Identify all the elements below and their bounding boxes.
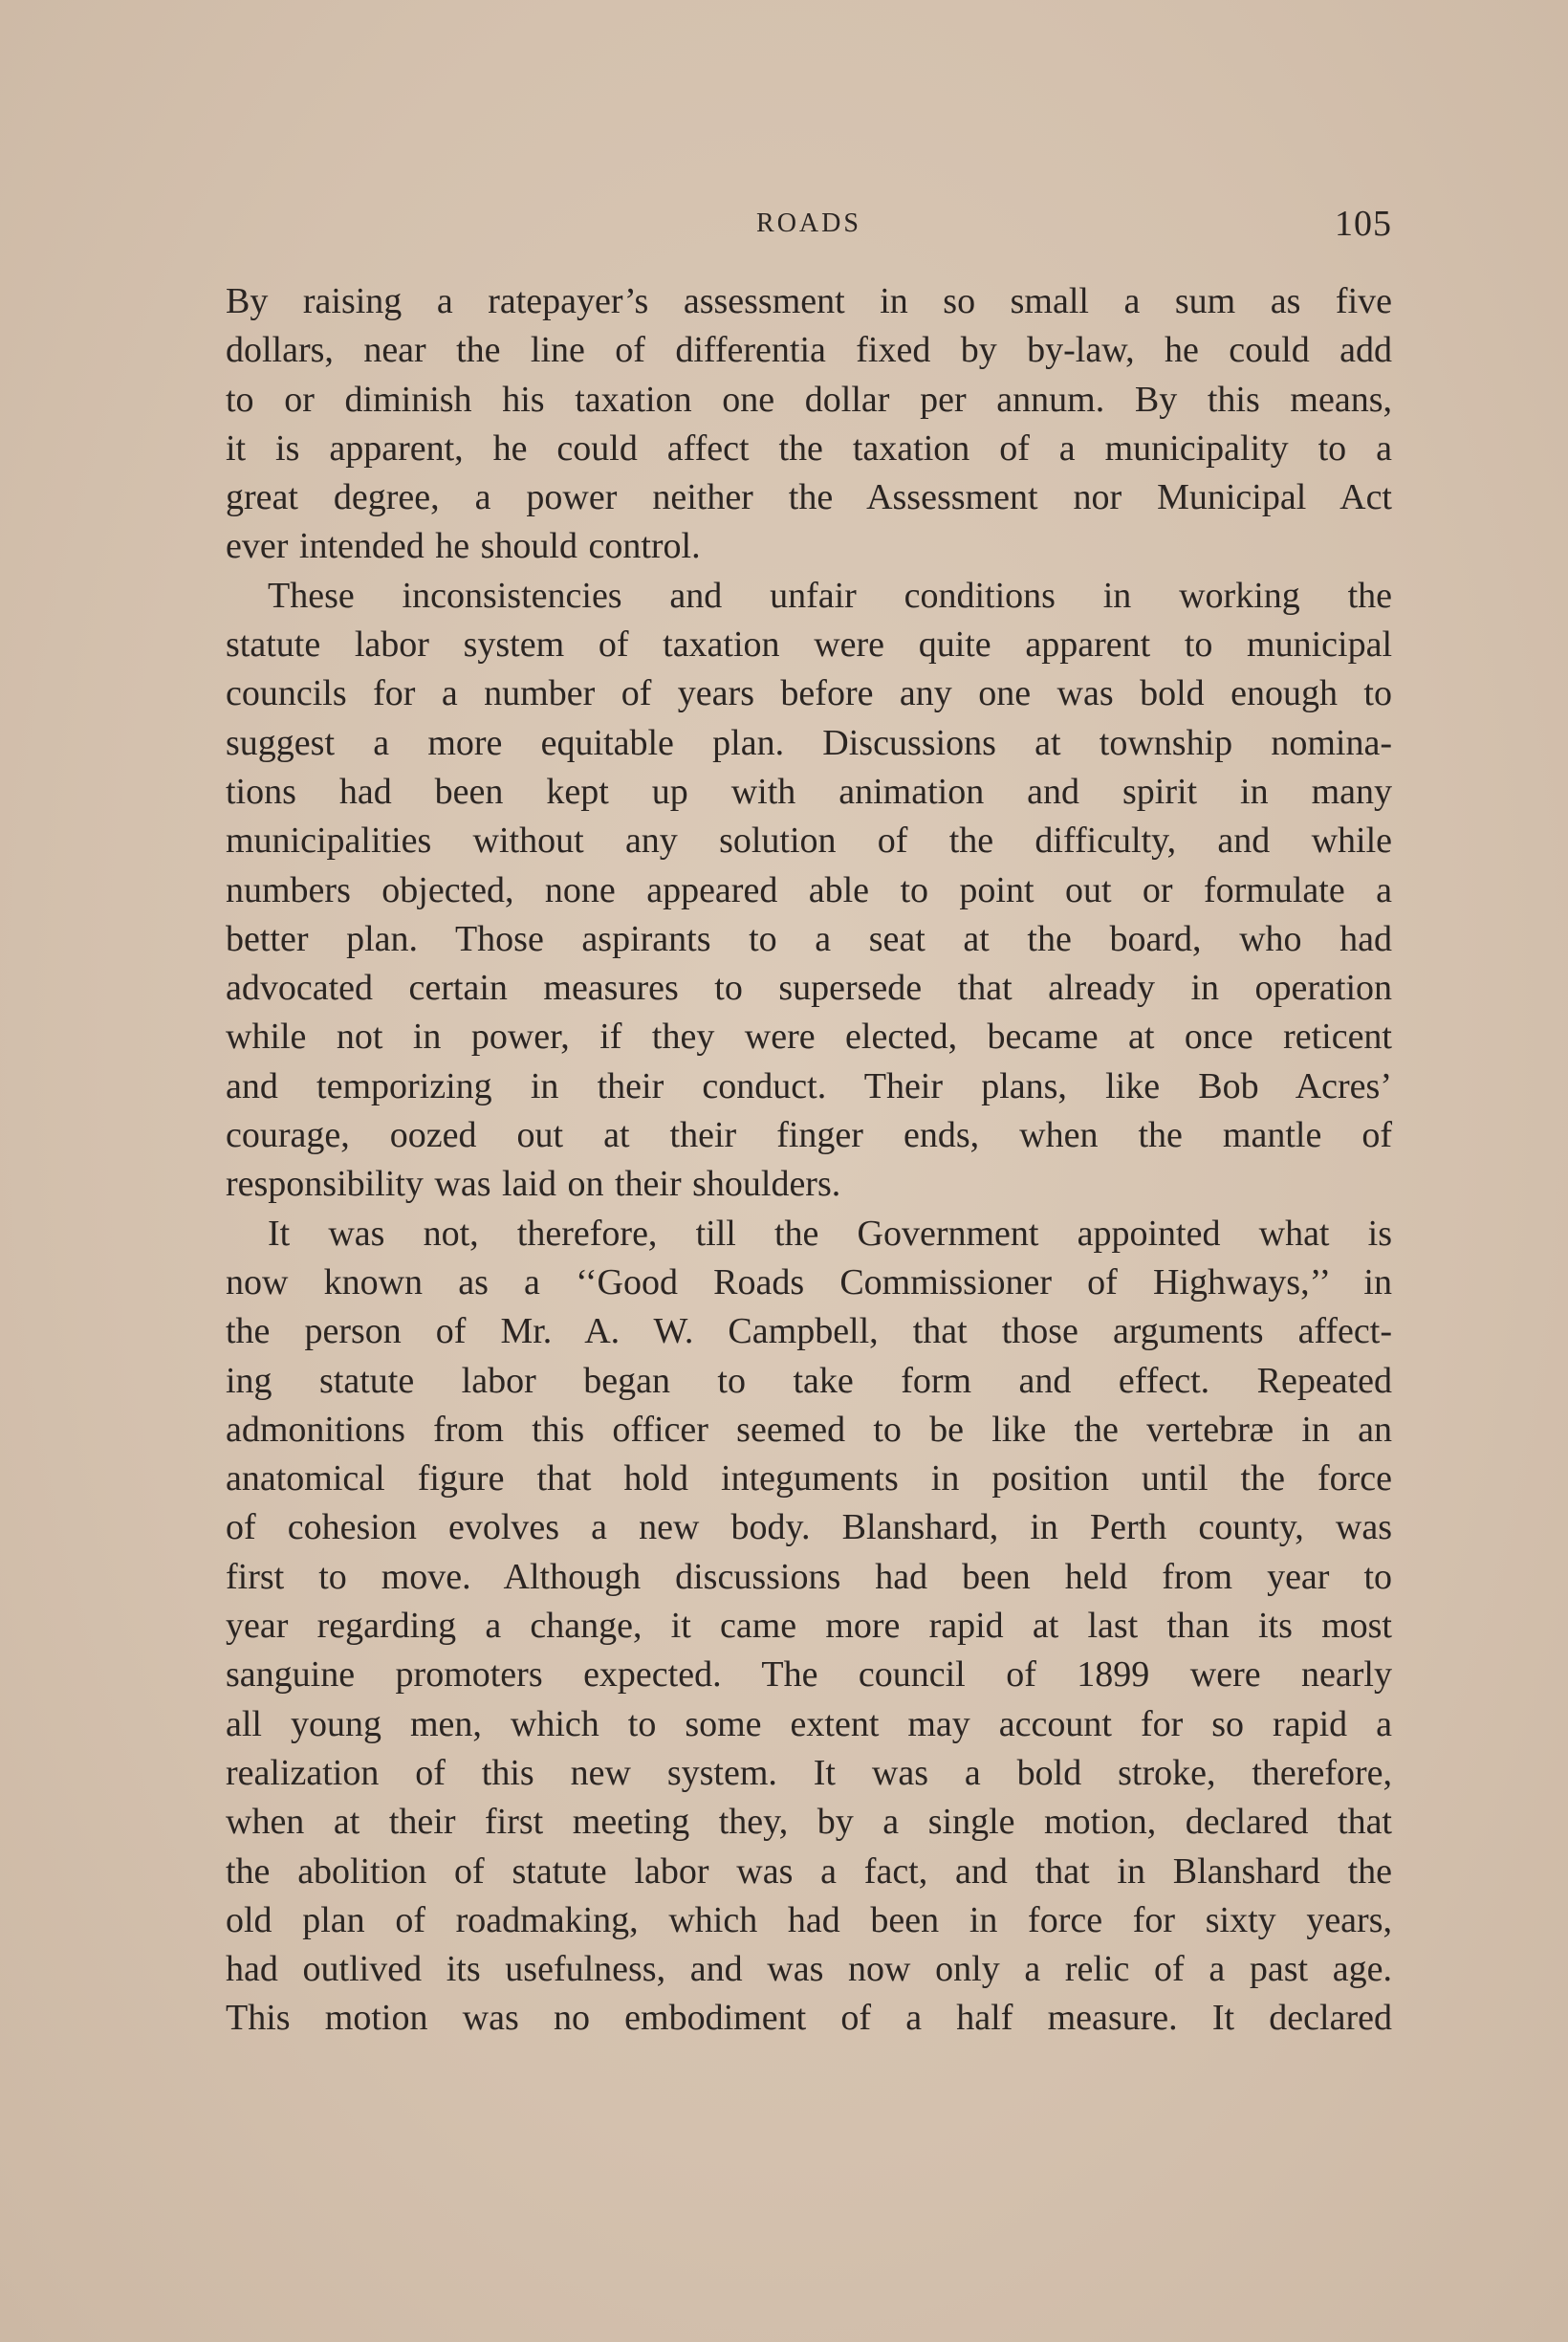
text-line: better plan. Those aspirants to a seat at the board, who had: [226, 918, 1392, 959]
running-title: ROADS: [756, 208, 861, 238]
text-line: great degree, a power neither the Assessment nor Municipal Act: [226, 477, 1392, 518]
text-line: advocated certain measures to supersede that already in operation: [226, 968, 1392, 1009]
text-line: first to move. Although discussions had been held from year to: [226, 1556, 1392, 1597]
text-line: By raising a ratepayer’s assessment in so small a sum as five: [226, 281, 1392, 321]
body-text: [226, 277, 1392, 2044]
text-line: had outlived its usefulness, and was now only a relic of a past age.: [226, 1949, 1392, 1990]
text-line: the person of Mr. A. W. Campbell, that those arguments affect-: [226, 1311, 1392, 1352]
text-line: realization of this new system. It was a bold stroke, therefore,: [226, 1752, 1392, 1793]
text-line: while not in power, if they were elected, became at once reticent: [226, 1017, 1392, 1058]
text-line: now known as a ‘‘Good Roads Commissioner of Highways,’’ in: [226, 1261, 1392, 1302]
text-line: of cohesion evolves a new body. Blanshard, in Perth county, was: [226, 1507, 1392, 1548]
text-line: This motion was no embodiment of a half measure. It declared: [226, 1998, 1392, 2039]
text-line: all young men, which to some extent may account for so rapid a: [226, 1703, 1392, 1744]
text-line: ever intended he should control.: [226, 526, 701, 567]
text-line: when at their first meeting they, by a single motion, declared that: [226, 1802, 1392, 1843]
text-line: responsibility was laid on their shoulders.: [226, 1164, 841, 1205]
text-line: year regarding a change, it came more rapid at last than its most: [226, 1606, 1392, 1647]
text-line: the abolition of statute labor was a fact, and that in Blanshard the: [226, 1850, 1392, 1892]
page-number: 105: [1335, 204, 1392, 244]
text-line: ing statute labor began to take form and effect. Repeated: [226, 1360, 1392, 1401]
text-line: it is apparent, he could affect the taxation of a municipality to a: [226, 427, 1392, 469]
text-line: tions had been kept up with animation and spirit in many: [226, 771, 1392, 812]
text-line: courage, oozed out at their finger ends, when the mantle of: [226, 1115, 1392, 1156]
paragraph-1: [226, 277, 1392, 572]
text-line: old plan of roadmaking, which had been in force for sixty years,: [226, 1899, 1392, 1940]
paragraph-3: [226, 1210, 1392, 2044]
text-line: admonitions from this officer seemed to be like the vertebræ in an: [226, 1409, 1392, 1450]
text-line: sanguine promoters expected. The council of 1899 were nearly: [226, 1654, 1392, 1696]
text-line: dollars, near the line of differentia fixed by by-law, he could add: [226, 330, 1392, 371]
text-line: municipalities without any solution of the difficulty, and while: [226, 821, 1392, 862]
text-line: and temporizing in their conduct. Their plans, like Bob Acres’: [226, 1065, 1392, 1106]
text-line: to or diminish his taxation one dollar per annum. By this means,: [226, 379, 1392, 420]
text-line: It was not, therefore, till the Government appointed what is: [268, 1213, 1392, 1254]
text-line: statute labor system of taxation were quite apparent to municipal: [226, 624, 1392, 666]
text-line: anatomical figure that hold integuments in position until the force: [226, 1458, 1392, 1499]
text-line: suggest a more equitable plan. Discussions at township nomina-: [226, 722, 1392, 763]
text-line: numbers objected, none appeared able to point out or formulate a: [226, 869, 1392, 910]
running-head: [226, 203, 1392, 251]
text-line: These inconsistencies and unfair conditions in working the: [268, 575, 1392, 616]
text-line: councils for a number of years before any one was bold enough to: [226, 673, 1392, 714]
paragraph-2: [226, 572, 1392, 1210]
